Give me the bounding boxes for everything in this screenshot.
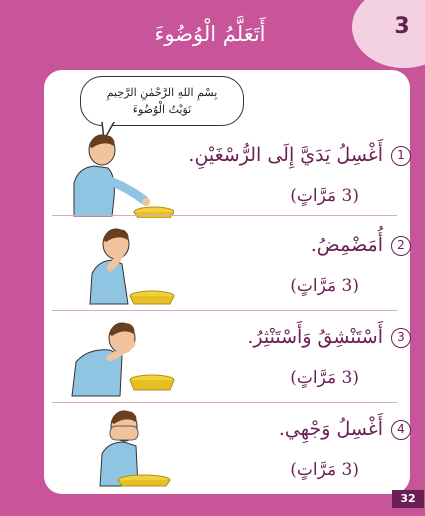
- page-title: أَتَعَلَّمُ الْوُضُوءَ: [154, 22, 266, 46]
- boy-washing-face-icon: [96, 406, 176, 488]
- page-number: 32: [392, 490, 424, 508]
- step-3-times: (3 مَرَّاتٍ): [290, 368, 359, 388]
- boy-sniffing-water-icon: [70, 318, 180, 398]
- step-3-text: أَسْتَنْشِقُ وَأَسْتَنْثِرُ.: [247, 326, 383, 348]
- divider: [52, 402, 397, 403]
- step-2-instruction: [311, 234, 411, 256]
- step-1-text: أَغْسِلُ يَدَيَّ إِلَى الرُّسْغَيْنِ.: [188, 144, 383, 166]
- divider: [52, 310, 397, 311]
- bubble-line-1: بِسْمِ اللهِ الرَّحْمٰنِ الرَّحِيمِ: [106, 86, 218, 99]
- page-header: [0, 0, 425, 70]
- step-4-text: أَغْسِلُ وَجْهِي.: [278, 418, 383, 440]
- step-1-number: 1: [391, 146, 411, 166]
- step-4-number: 4: [391, 420, 411, 440]
- step-2-times: (3 مَرَّاتٍ): [290, 276, 359, 296]
- lesson-number: 3: [394, 14, 410, 39]
- step-3-instruction: [247, 326, 411, 348]
- speech-bubble: [80, 76, 244, 126]
- step-3-number: 3: [391, 328, 411, 348]
- step-2-number: 2: [391, 236, 411, 256]
- boy-rinsing-mouth-icon: [88, 224, 178, 306]
- boy-washing-hands-icon: [64, 128, 174, 218]
- step-4-instruction: [279, 418, 411, 440]
- bubble-line-2: نَوَيْتُ الْوُضُوءَ: [132, 103, 192, 116]
- step-1-times: (3 مَرَّاتٍ): [290, 186, 359, 206]
- divider: [52, 215, 397, 216]
- step-4-times: (3 مَرَّاتٍ): [290, 460, 359, 480]
- step-1-instruction: [188, 144, 411, 166]
- step-2-text: أُمَضْمِضُ.: [310, 234, 383, 256]
